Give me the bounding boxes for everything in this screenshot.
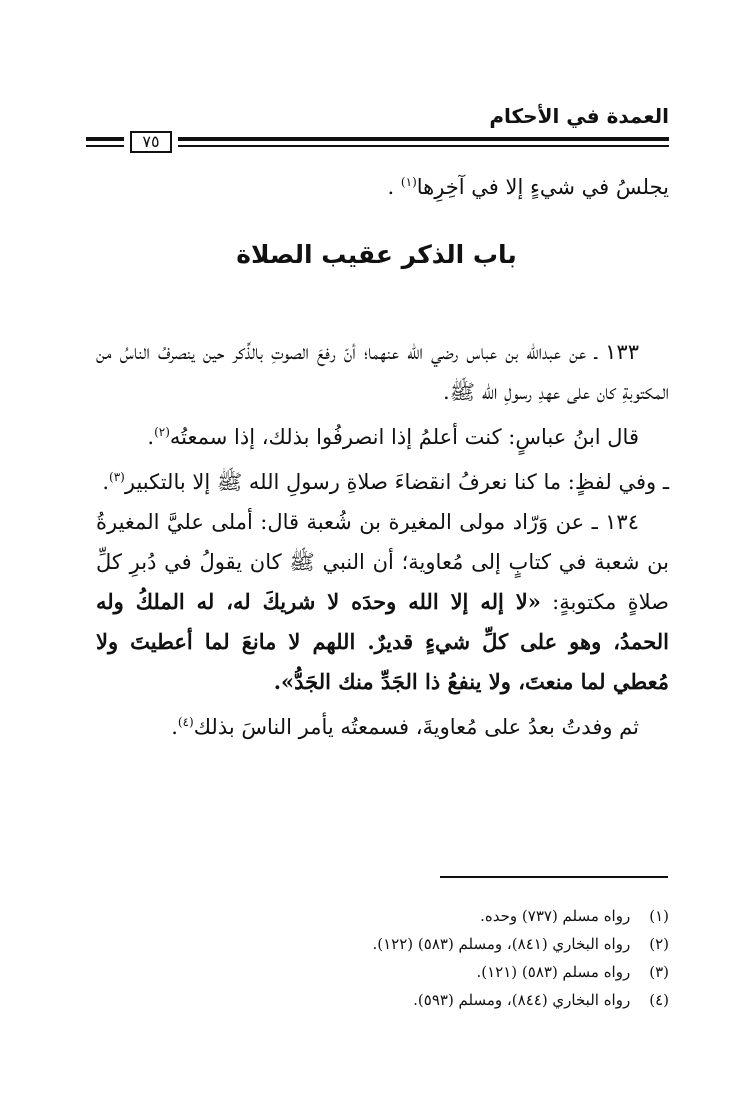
footnote <box>96 930 669 958</box>
continuation-line <box>96 162 669 207</box>
running-title: العمدة في الأحكام <box>489 104 669 128</box>
footnotes <box>96 902 669 1014</box>
footnote-number: (٣) <box>649 963 669 981</box>
footnote <box>96 958 669 986</box>
footnote-text: رواه البخاري (٨٤١)، ومسلم (٥٨٣) (١٢٢). <box>372 935 631 953</box>
footnote-text: رواه مسلم (٧٣٧) وحده. <box>480 907 631 925</box>
footnote <box>96 902 669 930</box>
chapter-title: باب الذكر عقيب الصلاة <box>236 240 517 269</box>
hadith-134-intro: ١٣٤ ـ عن وَرّاد مولى المغيرة بن شُعبة قال: أملى عليَّ المغيرةُ بن شعبة في كتابٍ إلى مُعاوية؛ أن النبي ﷺ كان يقولُ في دُبرِ كلِّ صلاةٍ مكتوبةٍ: <box>96 510 670 614</box>
footnote-text: رواه البخاري (٨٤٤)، ومسلم (٥٩٣). <box>413 991 631 1009</box>
hadith-133-variant: ـ وفي لفظٍ: ما كنا نعرفُ انقضاءَ صلاةِ رسولِ الله ﷺ إلا بالتكبير$^{(٣)}$. <box>102 470 669 494</box>
hadith-133-ibn-abbas: قال ابنُ عباسٍ: كنت أعلمُ إذا انصرفُوا بذلك، إذا سمعتُه$^{(٢)}$. <box>147 425 639 449</box>
footnote-ref-4: (٤) <box>177 715 194 729</box>
page-number: ٧٥ <box>130 131 172 153</box>
footnote-ref-2: (٢) <box>154 425 170 439</box>
hadith-133: ١٣٣ ـ عن عبدالله بن عباس رضي الله عنهما؛ أنّ رفعَ الصوتِ بالذِّكر حين ينصرفُ الناسُ من المكتوبةِ كان على عهدِ رسولِ الله ﷺ. <box>96 340 669 404</box>
hadith-134-end-text: ثم وفدتُ بعدُ على مُعاويةَ، فسمعتُه يأمر الناسَ بذلك <box>193 715 639 739</box>
variant-text: ـ وفي لفظٍ: ما كنا نعرفُ انقضاءَ صلاةِ رسولِ الله ﷺ إلا بالتكبير <box>124 470 669 494</box>
footnote-number: (١) <box>649 907 669 925</box>
main-text <box>96 332 669 747</box>
hadith-134-dua: «لا إله إلا الله وحدَه لا شريكَ له، له الملكُ وله الحمدُ، وهو على كلِّ شيءٍ قديرٌ. اللهم لا مانعَ لما أعطيتَ ولا مُعطي لما منعتَ، ولا ينفعُ ذا الجَدِّ منك الجَدُّ». <box>96 589 669 694</box>
header-rule-thick <box>178 137 669 141</box>
hadith-134 <box>96 502 669 702</box>
ibn-abbas-text: قال ابنُ عباسٍ: كنت أعلمُ إذا انصرفُوا بذلك، إذا سمعتُه <box>169 425 639 449</box>
continuation-text: يجلسُ في شيءٍ إلا في آخِرِها <box>416 175 669 199</box>
continuation-end: . <box>387 175 395 199</box>
footnote-separator <box>440 876 668 878</box>
footnote-number: (٢) <box>649 935 669 953</box>
page-number-bars <box>86 137 124 147</box>
footnote <box>96 986 669 1014</box>
footnote-ref-1: (١) <box>400 175 417 189</box>
footnote-number: (٤) <box>649 991 669 1009</box>
footnote-ref-3: (٣) <box>109 470 125 484</box>
hadith-134-end: ثم وفدتُ بعدُ على مُعاويةَ، فسمعتُه يأمر الناسَ بذلك$^{(٤)}$. <box>171 715 639 739</box>
header-rule-thin <box>178 145 669 147</box>
footnote-text: رواه مسلم (٥٨٣) (١٢١). <box>476 963 631 981</box>
